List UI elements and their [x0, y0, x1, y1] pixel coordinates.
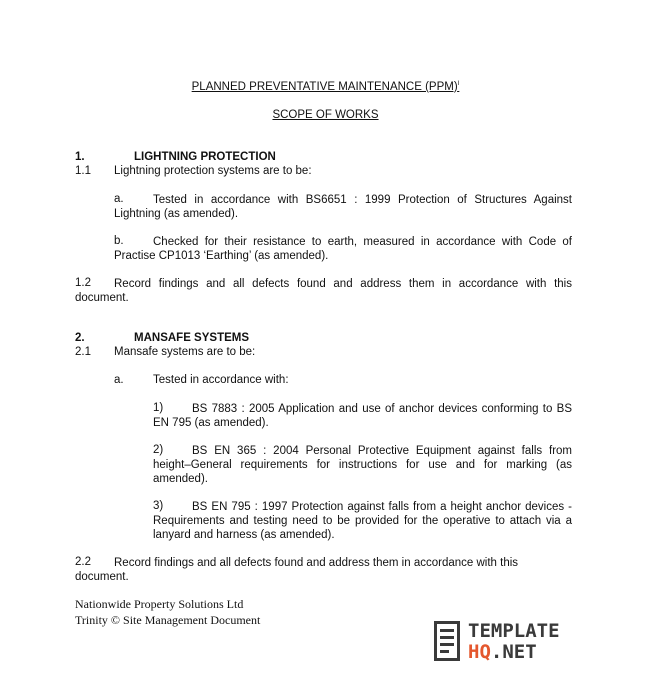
section-1-2-number: 1.2	[75, 277, 91, 289]
section-1-heading: LIGHTNING PROTECTION	[134, 151, 276, 163]
section-2-number: 2.	[75, 332, 85, 344]
logo-line-1: TEMPLATE	[468, 620, 560, 642]
point-1-text: BS 7883 : 2005 Application and use of anchor devices conforming to BS EN 795 (as amended).	[153, 403, 572, 429]
section-2-2-number: 2.2	[75, 556, 91, 568]
document-icon	[434, 621, 460, 661]
footer-company: Nationwide Property Solutions Ltd	[75, 597, 244, 611]
item-1b-text: Checked for their resistance to earth, measured in accordance with Code of Practise CP1013 ‘Earthing’ (as amended).	[114, 236, 572, 262]
point-1-label: 1)	[153, 402, 164, 414]
item-1a-label: a.	[114, 193, 124, 205]
section-2-1-text: Mansafe systems are to be:	[114, 346, 256, 358]
section-1-1-number: 1.1	[75, 165, 91, 177]
section-1-1-text: Lightning protection systems are to be:	[114, 165, 312, 177]
templatehq-logo	[434, 619, 594, 665]
logo-net: .NET	[490, 641, 537, 663]
item-2a-label: a.	[114, 374, 124, 386]
point-2-label: 2)	[153, 444, 164, 456]
section-1-number: 1.	[75, 151, 85, 163]
document-title-text: PLANNED PREVENTATIVE MAINTENANCE (PPM)	[191, 81, 458, 93]
item-1b-label: b.	[114, 235, 124, 247]
section-2-heading: MANSAFE SYSTEMS	[134, 332, 250, 344]
section-2-1-number: 2.1	[75, 346, 91, 358]
section-1-2-text: Record findings and all defects found and address them in accordance with this document.	[75, 278, 572, 304]
logo-line-2	[468, 642, 537, 662]
title-footnote-mark: I	[457, 81, 460, 88]
document-subtitle: SCOPE OF WORKS	[272, 109, 379, 121]
point-3-label: 3)	[153, 500, 164, 512]
logo-hq: HQ	[468, 641, 491, 663]
document-title	[0, 81, 651, 93]
section-2-2-text: Record findings and all defects found and address them in accordance with this document.	[75, 557, 519, 583]
item-1a-text: Tested in accordance with BS6651 : 1999 Protection of Structures Against Lightning (as amended).	[114, 194, 572, 220]
item-2a-text: Tested in accordance with:	[153, 374, 289, 386]
point-2-text: BS EN 365 : 2004 Personal Protective Equipment against falls from height–General requirements for instructions for use and for marking (as amended).	[153, 445, 572, 485]
footer-document: Trinity © Site Management Document	[75, 613, 261, 627]
point-3-text: BS EN 795 : 1997 Protection against falls from a height anchor devices - Requirements and testing need to be provided for the operative to attach via a lanyard and harness (as amended).	[153, 501, 572, 541]
